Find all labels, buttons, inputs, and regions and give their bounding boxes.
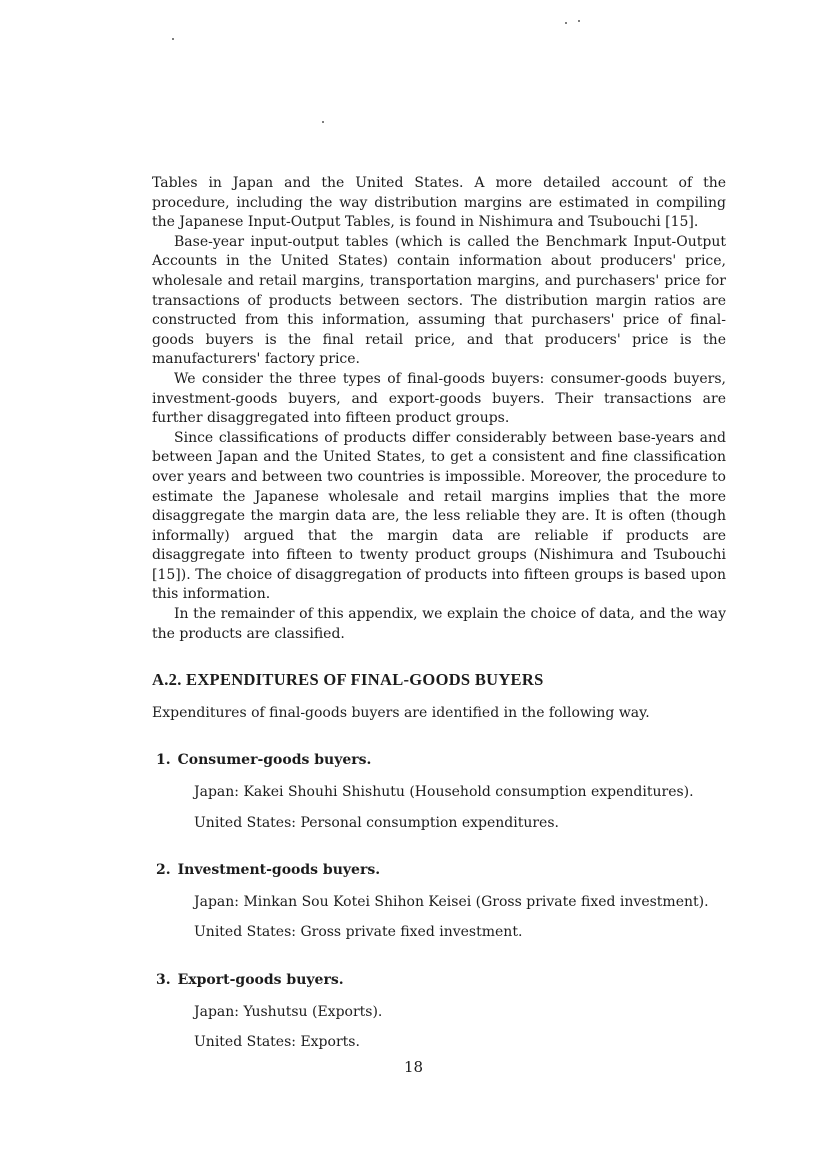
scan-speck [172, 38, 174, 40]
paragraph-classifications: Since classifications of products differ considerably between base-years and between Japan and the United States, to get a consistent and fine classification over years and between two countries is impossible. Moreover, the procedure to estimate the Japanese wholesale and retail margins implies that the more disaggregate the margin data are, the less reliable they are. It is often (though informally) argued that the margin data are reliable if products are disaggregate into fifteen to twenty product groups (Nishimura and Tsubouchi [15]). The choice of disaggregation of products into fifteen groups is based upon this information. [152, 429, 726, 603]
list-item [152, 751, 726, 833]
item-title-text: Investment-goods buyers. [177, 862, 381, 879]
page-number: 18 [403, 1058, 424, 1076]
paragraph-buyer-types: We consider the three types of final-goods buyers: consumer-goods buyers, investment-goods buyers, and export-goods buyers. Their transactions are further disaggregated into fifteen product groups. [152, 370, 726, 427]
section-intro: Expenditures of final-goods buyers are identified in the following way. [152, 704, 650, 721]
us-entry: United States: Exports. [194, 1034, 360, 1051]
japan-entry: Japan: Minkan Sou Kotei Shihon Keisei (Gross private fixed investment). [194, 893, 709, 910]
japan-entry: Japan: Kakei Shouhi Shishutu (Household consumption expenditures). [194, 784, 694, 801]
item-title-investment [156, 861, 726, 881]
item-title-export [156, 971, 726, 991]
japan-entry: Japan: Yushutsu (Exports). [194, 1003, 383, 1020]
section-heading: A.2. EXPENDITURES OF FINAL-GOODS BUYERS [152, 670, 544, 690]
us-entry: United States: Personal consumption expenditures. [194, 814, 559, 831]
item-title-text: Consumer-goods buyers. [177, 752, 372, 769]
item-number: 2. [156, 862, 171, 879]
paragraph-remainder: In the remainder of this appendix, we explain the choice of data, and the way the products are classified. [152, 606, 726, 642]
document-page [152, 174, 726, 1053]
scan-speck [322, 121, 324, 123]
item-number: 1. [156, 752, 171, 769]
paragraph-base-year-tables: Base-year input-output tables (which is called the Benchmark Input-Output Accounts in the United States) contain information about producers' price, wholesale and retail margins, transportation margins, and purchasers' price for transactions of products between sectors. The distribution margin ratios are constructed from this information, assuming that purchasers' price of final-goods buyers is the final retail price, and that producers' price is the manufacturers' factory price. [152, 233, 726, 368]
paragraph-continued: Tables in Japan and the United States. A more detailed account of the procedure, including the way distribution margins are estimated in compiling the Japanese Input-Output Tables, is found in Nishimura and Tsubouchi [15]. [152, 175, 726, 231]
item-number: 3. [156, 972, 171, 988]
item-title-consumer [156, 751, 726, 771]
item-title-text: Export-goods buyers. [177, 972, 344, 988]
scan-speck [565, 22, 567, 24]
us-entry: United States: Gross private fixed investment. [194, 924, 523, 941]
list-item [152, 861, 726, 943]
scan-speck [578, 20, 580, 22]
list-item [152, 971, 726, 1053]
